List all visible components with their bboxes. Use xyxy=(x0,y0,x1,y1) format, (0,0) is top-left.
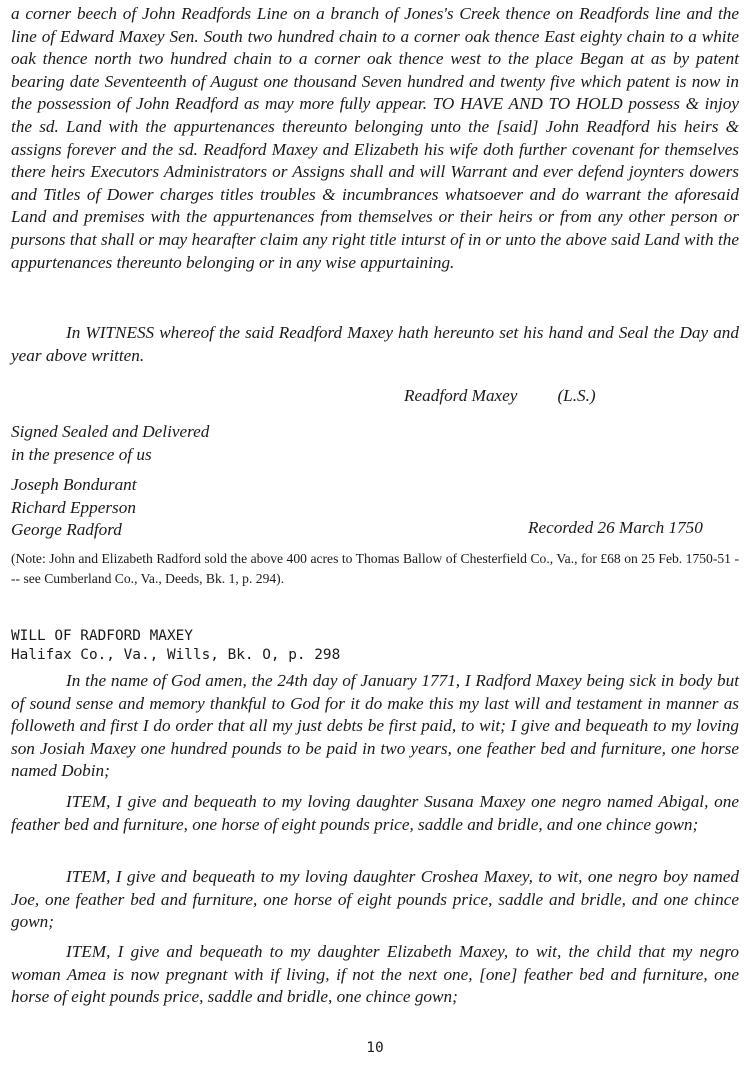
page-number: 10 xyxy=(366,1040,384,1056)
will-paragraph: ITEM, I give and bequeath to my loving daughter Susana Maxey one negro named Abigal, one feather bed and furniture, one horse of eight pounds price, saddle and bridle, and one chince gown; xyxy=(11,792,739,834)
witness-name: Richard Epperson xyxy=(11,497,136,517)
will-source-citation: Halifax Co., Va., Wills, Bk. O, p. 298 xyxy=(11,647,341,663)
seal-mark: (L.S.) xyxy=(557,386,596,405)
signature-line xyxy=(404,386,596,406)
will-paragraph: ITEM, I give and bequeath to my loving daughter Croshea Maxey, to wit, one negro boy named Joe, one feather bed and furniture, one horse of eight pounds price, saddle and bridle, and one chince gown; xyxy=(11,867,739,932)
witness-heading-line-2: in the presence of us xyxy=(11,444,152,464)
editor-note: (Note: John and Elizabeth Radford sold the above 400 acres to Thomas Ballow of Chesterfield Co., Va., for £68 on 25 Feb. 1750-51 --- see Cumberland Co., Va., Deeds, Bk. 1, p. 294). xyxy=(11,551,739,586)
witness-heading xyxy=(11,421,209,466)
will-paragraph: In the name of God amen, the 24th day of January 1771, I Radford Maxey being sick in body but of sound sense and memory thankful to God for it do make this my last will and testament in manner as followeth and first I do order that all my just debts be first paid, to wit; I give and bequeath to my loving son Josiah Maxey one hundred pounds to be paid in two years, one feather bed and furniture, one horse named Dobin; xyxy=(11,671,739,781)
deed-paragraph-continued: a corner beech of John Readfords Line on a branch of Jones's Creek thence on Readfords line and the line of Edward Maxey Sen. South two hundred chain to a corner oak thence East eighty chain to a white oak thence north two hundred chain to a corner oak thence west to the place Began at as by patent bearing date Seventeenth of August one thousand Seven hundred and twenty five which patent is now in the possession of John Readford as may more fully appear. TO HAVE AND TO HOLD possess & injoy the sd. Land with the appurtenances thereunto belonging unto the [said] John Readford his heirs & assigns forever and the sd. Readford Maxey and Elizabeth his wife doth further covenant for themselves there heirs Executors Administrators or Assigns shall and will Warrant and ever defend joynters dowers and Titles of Dower charges titles troubles & incumbrances whatsoever and do warrant the aforesaid Land and premises with the appurtenances from themselves or their heirs or from any other person or pursons that shall or may hearafter claim any right title inturst of in or unto the above said Land with the appurtenances thereunto belonging or in any wise appurtaining. xyxy=(11,4,739,272)
witness-heading-line-1: Signed Sealed and Delivered xyxy=(11,422,210,441)
will-title: WILL OF RADFORD MAXEY xyxy=(11,628,193,644)
signer-name: Readford Maxey xyxy=(404,386,518,405)
witness-name: George Radford xyxy=(11,520,122,540)
in-witness-paragraph: In WITNESS whereof the said Readford Maxey hath hereunto set his hand and Seal the Day and year above written. xyxy=(11,323,739,365)
witness-list xyxy=(11,474,137,542)
recorded-date: Recorded 26 March 1750 xyxy=(528,518,703,537)
will-heading xyxy=(11,627,340,665)
will-paragraph: ITEM, I give and bequeath to my daughter Elizabeth Maxey, to wit, the child that my negro woman Amea is now pregnant with if living, if not the next one, [one] feather bed and furniture, one horse of eight pounds price, saddle and bridle, one chince gown; xyxy=(11,942,739,1007)
witness-name: Joseph Bondurant xyxy=(11,475,137,494)
